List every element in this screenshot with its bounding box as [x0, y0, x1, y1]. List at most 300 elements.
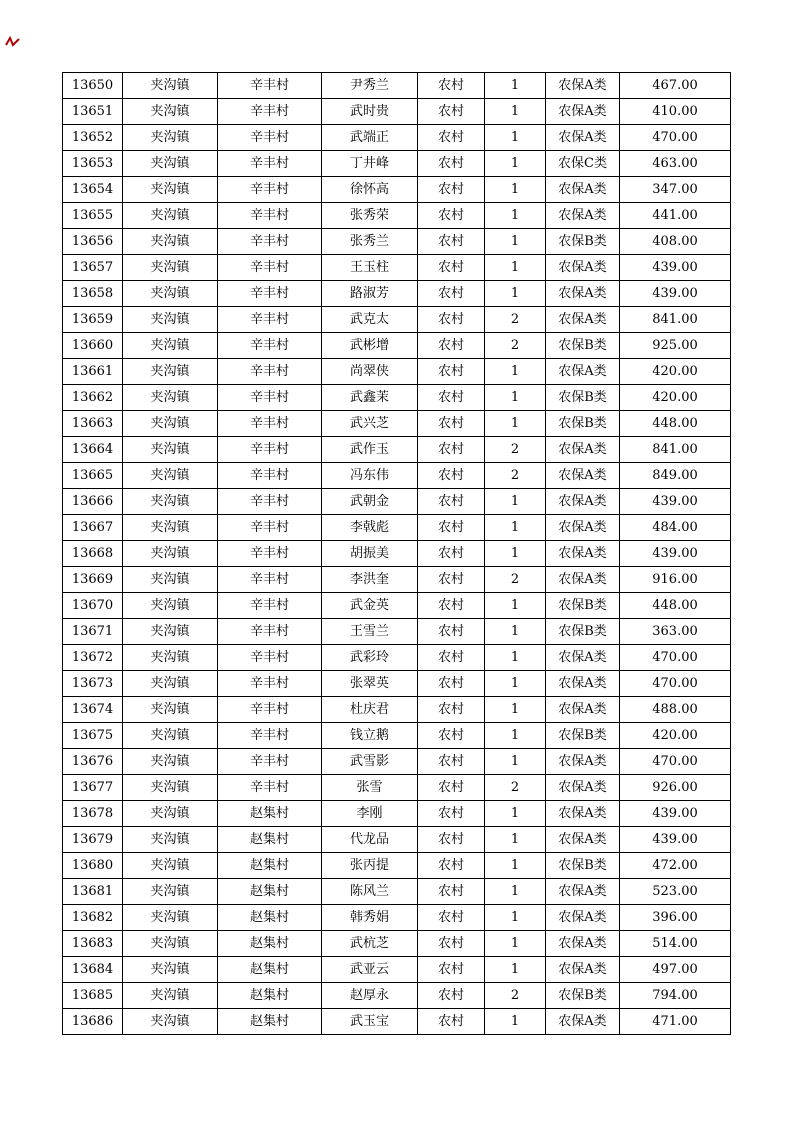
table-row	[63, 671, 731, 697]
cell-amount: 471.00	[620, 1009, 731, 1035]
cell-count: 1	[485, 619, 546, 645]
cell-id: 13668	[63, 541, 123, 567]
cell-residence: 农村	[418, 463, 485, 489]
cell-town: 夹沟镇	[123, 697, 218, 723]
cell-category: 农保A类	[546, 567, 620, 593]
cell-person_name: 代龙品	[322, 827, 418, 853]
cell-person_name: 钱立鹅	[322, 723, 418, 749]
table-row	[63, 827, 731, 853]
cell-category: 农保B类	[546, 333, 620, 359]
cell-amount: 849.00	[620, 463, 731, 489]
cell-village: 辛丰村	[218, 463, 322, 489]
table-row	[63, 593, 731, 619]
cell-town: 夹沟镇	[123, 229, 218, 255]
cell-person_name: 武鑫茉	[322, 385, 418, 411]
cell-person_name: 张秀兰	[322, 229, 418, 255]
cell-town: 夹沟镇	[123, 1009, 218, 1035]
table-row	[63, 281, 731, 307]
cell-village: 辛丰村	[218, 411, 322, 437]
table-row	[63, 463, 731, 489]
cell-town: 夹沟镇	[123, 671, 218, 697]
cell-person_name: 张翠英	[322, 671, 418, 697]
cell-person_name: 武端正	[322, 125, 418, 151]
cell-count: 1	[485, 723, 546, 749]
table-row	[63, 931, 731, 957]
cell-amount: 472.00	[620, 853, 731, 879]
cell-town: 夹沟镇	[123, 515, 218, 541]
cell-town: 夹沟镇	[123, 307, 218, 333]
cell-id: 13657	[63, 255, 123, 281]
table-row	[63, 151, 731, 177]
cell-town: 夹沟镇	[123, 99, 218, 125]
cell-count: 1	[485, 489, 546, 515]
cell-category: 农保A类	[546, 775, 620, 801]
table-row	[63, 411, 731, 437]
cell-category: 农保A类	[546, 281, 620, 307]
cell-residence: 农村	[418, 827, 485, 853]
table-row	[63, 125, 731, 151]
cell-amount: 420.00	[620, 359, 731, 385]
cell-town: 夹沟镇	[123, 827, 218, 853]
cell-village: 赵集村	[218, 801, 322, 827]
cell-person_name: 武杭芝	[322, 931, 418, 957]
cell-person_name: 丁井峰	[322, 151, 418, 177]
cell-person_name: 武彩玲	[322, 645, 418, 671]
cell-id: 13664	[63, 437, 123, 463]
cell-amount: 463.00	[620, 151, 731, 177]
cell-residence: 农村	[418, 723, 485, 749]
cell-amount: 439.00	[620, 255, 731, 281]
table-row	[63, 203, 731, 229]
cell-amount: 347.00	[620, 177, 731, 203]
cell-village: 赵集村	[218, 1009, 322, 1035]
cell-amount: 439.00	[620, 827, 731, 853]
cell-town: 夹沟镇	[123, 749, 218, 775]
cell-category: 农保A类	[546, 99, 620, 125]
cell-village: 辛丰村	[218, 385, 322, 411]
cell-town: 夹沟镇	[123, 411, 218, 437]
cell-town: 夹沟镇	[123, 931, 218, 957]
cell-category: 农保C类	[546, 151, 620, 177]
cell-id: 13653	[63, 151, 123, 177]
cell-village: 辛丰村	[218, 723, 322, 749]
cell-residence: 农村	[418, 905, 485, 931]
cell-town: 夹沟镇	[123, 723, 218, 749]
cell-town: 夹沟镇	[123, 957, 218, 983]
cell-person_name: 张丙提	[322, 853, 418, 879]
cell-residence: 农村	[418, 749, 485, 775]
cell-village: 辛丰村	[218, 697, 322, 723]
cell-count: 1	[485, 359, 546, 385]
cell-person_name: 武彬增	[322, 333, 418, 359]
cell-category: 农保A类	[546, 437, 620, 463]
cell-person_name: 杜庆君	[322, 697, 418, 723]
cell-residence: 农村	[418, 255, 485, 281]
cell-residence: 农村	[418, 801, 485, 827]
cell-residence: 农村	[418, 125, 485, 151]
cell-count: 1	[485, 255, 546, 281]
cell-count: 1	[485, 73, 546, 99]
cell-residence: 农村	[418, 177, 485, 203]
cell-town: 夹沟镇	[123, 281, 218, 307]
cell-count: 1	[485, 931, 546, 957]
cell-village: 辛丰村	[218, 333, 322, 359]
cell-category: 农保B类	[546, 411, 620, 437]
cell-amount: 470.00	[620, 749, 731, 775]
cell-person_name: 王雪兰	[322, 619, 418, 645]
cell-category: 农保B类	[546, 853, 620, 879]
table-row	[63, 853, 731, 879]
table-row	[63, 619, 731, 645]
cell-id: 13655	[63, 203, 123, 229]
cell-category: 农保A类	[546, 801, 620, 827]
cell-amount: 484.00	[620, 515, 731, 541]
cell-amount: 441.00	[620, 203, 731, 229]
table-row	[63, 801, 731, 827]
cell-amount: 841.00	[620, 307, 731, 333]
table-row	[63, 645, 731, 671]
cell-count: 2	[485, 983, 546, 1009]
cell-amount: 470.00	[620, 671, 731, 697]
cell-residence: 农村	[418, 307, 485, 333]
cell-id: 13674	[63, 697, 123, 723]
cell-town: 夹沟镇	[123, 567, 218, 593]
cell-village: 辛丰村	[218, 541, 322, 567]
cell-residence: 农村	[418, 593, 485, 619]
cell-id: 13675	[63, 723, 123, 749]
cell-category: 农保A类	[546, 931, 620, 957]
cell-count: 1	[485, 905, 546, 931]
cell-category: 农保A类	[546, 957, 620, 983]
cell-amount: 439.00	[620, 489, 731, 515]
cell-town: 夹沟镇	[123, 983, 218, 1009]
cell-category: 农保B类	[546, 229, 620, 255]
cell-town: 夹沟镇	[123, 619, 218, 645]
cell-residence: 农村	[418, 697, 485, 723]
cell-amount: 470.00	[620, 125, 731, 151]
cell-id: 13665	[63, 463, 123, 489]
cell-category: 农保A类	[546, 645, 620, 671]
cell-category: 农保A类	[546, 463, 620, 489]
cell-person_name: 武时贵	[322, 99, 418, 125]
cell-person_name: 武雪影	[322, 749, 418, 775]
cell-count: 2	[485, 437, 546, 463]
cell-residence: 农村	[418, 957, 485, 983]
table-row	[63, 697, 731, 723]
cell-count: 1	[485, 853, 546, 879]
cell-id: 13673	[63, 671, 123, 697]
cell-id: 13677	[63, 775, 123, 801]
cell-category: 农保A类	[546, 307, 620, 333]
records-table	[62, 72, 731, 1035]
cell-category: 农保A类	[546, 1009, 620, 1035]
cell-id: 13659	[63, 307, 123, 333]
cell-residence: 农村	[418, 489, 485, 515]
cell-person_name: 赵厚永	[322, 983, 418, 1009]
cell-id: 13667	[63, 515, 123, 541]
cell-count: 1	[485, 957, 546, 983]
cell-id: 13661	[63, 359, 123, 385]
cell-residence: 农村	[418, 385, 485, 411]
cell-residence: 农村	[418, 853, 485, 879]
cell-id: 13682	[63, 905, 123, 931]
cell-person_name: 韩秀娟	[322, 905, 418, 931]
cell-count: 1	[485, 749, 546, 775]
table-row	[63, 333, 731, 359]
cell-town: 夹沟镇	[123, 437, 218, 463]
cell-village: 辛丰村	[218, 99, 322, 125]
cell-person_name: 李洪奎	[322, 567, 418, 593]
cell-amount: 523.00	[620, 879, 731, 905]
table-row	[63, 723, 731, 749]
cell-village: 辛丰村	[218, 775, 322, 801]
cell-category: 农保A类	[546, 905, 620, 931]
cell-id: 13679	[63, 827, 123, 853]
cell-id: 13685	[63, 983, 123, 1009]
cell-count: 1	[485, 541, 546, 567]
table-row	[63, 749, 731, 775]
cell-town: 夹沟镇	[123, 333, 218, 359]
cell-category: 农保A类	[546, 255, 620, 281]
cell-town: 夹沟镇	[123, 151, 218, 177]
cell-count: 1	[485, 801, 546, 827]
cell-count: 1	[485, 879, 546, 905]
table-row	[63, 99, 731, 125]
cell-count: 1	[485, 151, 546, 177]
cell-person_name: 陈风兰	[322, 879, 418, 905]
cell-count: 1	[485, 99, 546, 125]
cell-id: 13650	[63, 73, 123, 99]
cell-town: 夹沟镇	[123, 593, 218, 619]
cell-village: 辛丰村	[218, 437, 322, 463]
cell-residence: 农村	[418, 333, 485, 359]
cell-id: 13672	[63, 645, 123, 671]
cell-amount: 420.00	[620, 723, 731, 749]
cell-count: 1	[485, 203, 546, 229]
cell-id: 13652	[63, 125, 123, 151]
cell-person_name: 胡振美	[322, 541, 418, 567]
cell-person_name: 徐怀高	[322, 177, 418, 203]
cell-town: 夹沟镇	[123, 801, 218, 827]
cell-id: 13680	[63, 853, 123, 879]
cell-residence: 农村	[418, 229, 485, 255]
table-row	[63, 73, 731, 99]
cell-count: 1	[485, 671, 546, 697]
cell-amount: 439.00	[620, 801, 731, 827]
red-annotation-mark	[5, 36, 21, 48]
cell-residence: 农村	[418, 567, 485, 593]
cell-town: 夹沟镇	[123, 879, 218, 905]
cell-id: 13656	[63, 229, 123, 255]
cell-amount: 916.00	[620, 567, 731, 593]
cell-residence: 农村	[418, 73, 485, 99]
cell-village: 辛丰村	[218, 125, 322, 151]
cell-town: 夹沟镇	[123, 905, 218, 931]
cell-village: 辛丰村	[218, 281, 322, 307]
cell-village: 辛丰村	[218, 567, 322, 593]
cell-amount: 514.00	[620, 931, 731, 957]
cell-count: 1	[485, 593, 546, 619]
cell-town: 夹沟镇	[123, 775, 218, 801]
cell-person_name: 武兴芝	[322, 411, 418, 437]
cell-count: 1	[485, 281, 546, 307]
cell-id: 13662	[63, 385, 123, 411]
cell-town: 夹沟镇	[123, 177, 218, 203]
table-row	[63, 541, 731, 567]
cell-amount: 925.00	[620, 333, 731, 359]
table-row	[63, 567, 731, 593]
table-row	[63, 385, 731, 411]
cell-town: 夹沟镇	[123, 73, 218, 99]
cell-category: 农保A类	[546, 203, 620, 229]
cell-town: 夹沟镇	[123, 645, 218, 671]
cell-residence: 农村	[418, 879, 485, 905]
cell-village: 辛丰村	[218, 73, 322, 99]
cell-count: 2	[485, 567, 546, 593]
cell-person_name: 张雪	[322, 775, 418, 801]
cell-amount: 794.00	[620, 983, 731, 1009]
cell-count: 1	[485, 125, 546, 151]
cell-count: 1	[485, 229, 546, 255]
cell-person_name: 王玉柱	[322, 255, 418, 281]
cell-village: 辛丰村	[218, 307, 322, 333]
cell-category: 农保A类	[546, 541, 620, 567]
cell-amount: 470.00	[620, 645, 731, 671]
table-row	[63, 229, 731, 255]
cell-count: 2	[485, 463, 546, 489]
cell-residence: 农村	[418, 931, 485, 957]
cell-amount: 363.00	[620, 619, 731, 645]
cell-category: 农保A类	[546, 177, 620, 203]
cell-id: 13654	[63, 177, 123, 203]
cell-count: 1	[485, 385, 546, 411]
cell-category: 农保B类	[546, 619, 620, 645]
cell-count: 1	[485, 411, 546, 437]
cell-category: 农保B类	[546, 385, 620, 411]
table-row	[63, 1009, 731, 1035]
cell-amount: 448.00	[620, 411, 731, 437]
cell-village: 赵集村	[218, 931, 322, 957]
cell-village: 辛丰村	[218, 203, 322, 229]
cell-id: 13669	[63, 567, 123, 593]
cell-village: 辛丰村	[218, 489, 322, 515]
cell-village: 赵集村	[218, 905, 322, 931]
cell-amount: 410.00	[620, 99, 731, 125]
cell-village: 辛丰村	[218, 671, 322, 697]
cell-id: 13686	[63, 1009, 123, 1035]
cell-person_name: 武作玉	[322, 437, 418, 463]
cell-town: 夹沟镇	[123, 255, 218, 281]
cell-town: 夹沟镇	[123, 541, 218, 567]
cell-person_name: 李戟彪	[322, 515, 418, 541]
cell-count: 1	[485, 645, 546, 671]
cell-residence: 农村	[418, 151, 485, 177]
cell-person_name: 尹秀兰	[322, 73, 418, 99]
table-row	[63, 307, 731, 333]
cell-residence: 农村	[418, 645, 485, 671]
cell-amount: 408.00	[620, 229, 731, 255]
cell-id: 13678	[63, 801, 123, 827]
cell-category: 农保A类	[546, 125, 620, 151]
cell-count: 1	[485, 697, 546, 723]
cell-residence: 农村	[418, 359, 485, 385]
cell-person_name: 李刚	[322, 801, 418, 827]
cell-village: 辛丰村	[218, 593, 322, 619]
cell-residence: 农村	[418, 671, 485, 697]
cell-id: 13676	[63, 749, 123, 775]
cell-town: 夹沟镇	[123, 463, 218, 489]
cell-village: 赵集村	[218, 853, 322, 879]
cell-category: 农保A类	[546, 359, 620, 385]
cell-category: 农保A类	[546, 697, 620, 723]
cell-count: 1	[485, 827, 546, 853]
cell-person_name: 武亚云	[322, 957, 418, 983]
cell-count: 2	[485, 333, 546, 359]
table-row	[63, 879, 731, 905]
cell-id: 13683	[63, 931, 123, 957]
cell-amount: 841.00	[620, 437, 731, 463]
cell-village: 赵集村	[218, 957, 322, 983]
cell-amount: 926.00	[620, 775, 731, 801]
cell-id: 13671	[63, 619, 123, 645]
cell-person_name: 尚翠侠	[322, 359, 418, 385]
cell-town: 夹沟镇	[123, 359, 218, 385]
cell-amount: 396.00	[620, 905, 731, 931]
cell-id: 13658	[63, 281, 123, 307]
cell-amount: 448.00	[620, 593, 731, 619]
cell-residence: 农村	[418, 99, 485, 125]
cell-town: 夹沟镇	[123, 385, 218, 411]
cell-village: 辛丰村	[218, 177, 322, 203]
cell-village: 辛丰村	[218, 151, 322, 177]
cell-count: 1	[485, 1009, 546, 1035]
cell-amount: 420.00	[620, 385, 731, 411]
cell-person_name: 武克太	[322, 307, 418, 333]
cell-amount: 439.00	[620, 281, 731, 307]
table-row	[63, 983, 731, 1009]
cell-id: 13663	[63, 411, 123, 437]
records-table-body	[63, 73, 731, 1035]
cell-town: 夹沟镇	[123, 203, 218, 229]
cell-category: 农保A类	[546, 489, 620, 515]
cell-town: 夹沟镇	[123, 125, 218, 151]
cell-village: 辛丰村	[218, 645, 322, 671]
cell-id: 13666	[63, 489, 123, 515]
table-row	[63, 359, 731, 385]
cell-residence: 农村	[418, 437, 485, 463]
cell-residence: 农村	[418, 281, 485, 307]
cell-category: 农保A类	[546, 515, 620, 541]
cell-count: 1	[485, 515, 546, 541]
cell-category: 农保A类	[546, 879, 620, 905]
cell-village: 辛丰村	[218, 229, 322, 255]
cell-village: 辛丰村	[218, 515, 322, 541]
cell-residence: 农村	[418, 1009, 485, 1035]
cell-person_name: 武玉宝	[322, 1009, 418, 1035]
table-row	[63, 255, 731, 281]
cell-amount: 439.00	[620, 541, 731, 567]
table-row	[63, 957, 731, 983]
cell-village: 辛丰村	[218, 749, 322, 775]
cell-residence: 农村	[418, 983, 485, 1009]
cell-village: 赵集村	[218, 879, 322, 905]
table-row	[63, 489, 731, 515]
cell-person_name: 武金英	[322, 593, 418, 619]
cell-village: 辛丰村	[218, 619, 322, 645]
cell-id: 13651	[63, 99, 123, 125]
table-row	[63, 515, 731, 541]
cell-town: 夹沟镇	[123, 853, 218, 879]
